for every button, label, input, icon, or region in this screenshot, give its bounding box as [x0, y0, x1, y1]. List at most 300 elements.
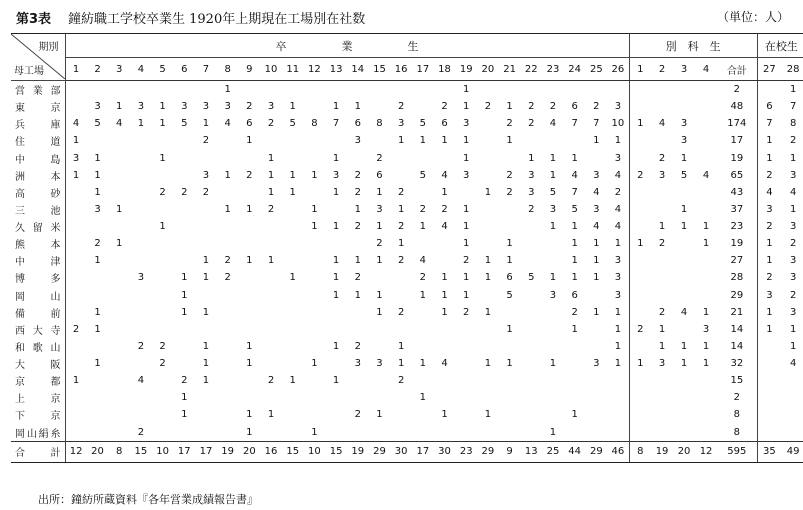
- graduate-count-cell: 2: [376, 152, 383, 164]
- graduate-count-cell: 2: [549, 101, 557, 113]
- special-count-cell: [629, 269, 651, 286]
- enrolled-count-cell: 1: [766, 306, 773, 318]
- graduate-count-cell: [130, 218, 152, 235]
- graduate-count-cell: [108, 81, 130, 99]
- graduate-count-cell: 1: [202, 358, 210, 370]
- table-row: [11, 98, 803, 115]
- table-row: [11, 321, 803, 338]
- graduate-count-cell: 2: [159, 340, 166, 352]
- graduate-count-cell: 1: [332, 375, 340, 387]
- graduate-count-cell: [520, 406, 542, 423]
- graduate-count-cell: [130, 81, 152, 99]
- graduate-count-cell: [564, 372, 586, 389]
- graduate-count-cell: 1: [289, 272, 296, 284]
- graduate-count-cell: [239, 150, 261, 167]
- graduate-count-cell: 1: [246, 203, 253, 215]
- special-count-cell: 1: [680, 358, 688, 370]
- graduate-count-cell: 2: [267, 118, 275, 130]
- graduate-count-cell: [65, 338, 87, 355]
- special-count-cell: [695, 287, 717, 304]
- graduate-count-cell: [304, 338, 326, 355]
- graduate-count-cell: [108, 150, 130, 167]
- graduate-count-cell: [542, 321, 564, 338]
- graduate-count-cell: 1: [484, 409, 492, 421]
- graduate-count-cell: 15: [282, 441, 304, 462]
- graduate-count-cell: 4: [593, 221, 600, 233]
- graduate-count-cell: [152, 235, 174, 252]
- special-count-cell: 3: [658, 358, 666, 370]
- graduate-count-cell: 25: [542, 441, 564, 462]
- graduate-count-cell: 4: [441, 221, 448, 233]
- graduate-count-cell: [152, 304, 174, 321]
- graduate-count-cell: 3: [607, 252, 629, 269]
- row-total-cell: 2: [717, 389, 757, 406]
- graduate-count-cell: [217, 132, 239, 149]
- row-total-cell: 17: [717, 132, 757, 149]
- graduate-count-cell: 6: [506, 272, 513, 284]
- graduate-count-cell: 2: [397, 221, 405, 233]
- factory-name: 住道: [11, 132, 65, 149]
- graduate-count-cell: [152, 132, 174, 149]
- graduate-count-cell: 2: [376, 238, 383, 250]
- graduate-count-cell: 1: [94, 323, 101, 335]
- special-count-cell: 3: [658, 169, 666, 181]
- graduate-count-cell: [173, 235, 195, 252]
- graduate-count-cell: 3: [593, 169, 600, 181]
- graduate-count-cell: 3: [549, 203, 557, 215]
- graduate-count-cell: 2: [419, 203, 427, 215]
- graduate-count-cell: [607, 389, 629, 406]
- graduate-count-cell: 20: [239, 441, 261, 462]
- graduate-count-cell: [347, 389, 369, 406]
- graduate-count-cell: [260, 321, 282, 338]
- row-total-cell: 14: [717, 338, 757, 355]
- graduate-count-cell: [260, 338, 282, 355]
- special-count-cell: [695, 201, 717, 218]
- special-count-cell: 1: [658, 221, 666, 233]
- graduate-count-cell: [542, 406, 564, 423]
- graduate-count-cell: [195, 218, 217, 235]
- graduate-count-cell: [282, 321, 304, 338]
- enrolled-count-cell: [781, 389, 803, 406]
- graduate-count-cell: 1: [463, 221, 470, 233]
- graduate-count-cell: 1: [72, 375, 80, 387]
- graduate-count-cell: [130, 287, 152, 304]
- graduate-count-cell: 1: [441, 272, 448, 284]
- graduate-count-cell: [564, 81, 586, 99]
- graduate-count-cell: 1: [376, 409, 383, 421]
- table-row: [11, 184, 803, 201]
- factory-name: 和歌山: [11, 338, 65, 355]
- graduate-count-cell: [412, 184, 434, 201]
- graduate-count-cell: 3: [267, 101, 275, 113]
- graduate-count-cell: 1: [419, 221, 427, 233]
- graduate-count-cell: [586, 424, 608, 442]
- graduate-count-cell: [412, 235, 434, 252]
- special-count-cell: [695, 81, 717, 99]
- graduate-count-cell: 8: [376, 118, 383, 130]
- special-count-cell: [651, 252, 673, 269]
- graduate-count-cell: [455, 389, 477, 406]
- special-count-cell: 3: [680, 135, 688, 147]
- graduate-count-cell: [152, 406, 174, 423]
- table-row: [11, 81, 803, 99]
- graduate-count-cell: 2: [246, 169, 253, 181]
- graduate-count-cell: [87, 372, 109, 389]
- row-total-cell: 174: [717, 115, 757, 132]
- special-count-cell: [673, 81, 695, 99]
- factory-name: 熊本: [11, 235, 65, 252]
- enrolled-count-cell: 3: [789, 306, 797, 318]
- table-title: 鐘紡職工学校卒業生 1920年上期現在工場別在社数: [68, 12, 366, 27]
- factory-name: 営業部: [11, 81, 65, 99]
- graduate-count-cell: [520, 372, 542, 389]
- graduate-count-cell: [152, 252, 174, 269]
- graduate-count-cell: [130, 304, 152, 321]
- graduate-count-cell: [239, 235, 261, 252]
- graduate-count-cell: [325, 235, 347, 252]
- graduate-period-header: 13: [325, 58, 347, 81]
- row-total-cell: 595: [717, 441, 757, 462]
- graduate-count-cell: [87, 406, 109, 423]
- graduate-count-cell: [586, 321, 608, 338]
- graduate-count-cell: [65, 98, 87, 115]
- graduate-count-cell: [477, 115, 499, 132]
- graduate-count-cell: 1: [159, 101, 166, 113]
- factory-name: 高砂: [11, 184, 65, 201]
- graduate-count-cell: [607, 406, 629, 423]
- special-count-cell: 2: [637, 323, 644, 335]
- graduate-count-cell: 1: [224, 169, 231, 181]
- graduate-count-cell: 1: [593, 238, 600, 250]
- source-note: 出所：鐘紡所蔵資料『各年営業成績報告書』: [38, 493, 258, 506]
- enrolled-count-cell: 35: [757, 441, 781, 462]
- graduate-count-cell: [412, 81, 434, 99]
- graduate-count-cell: 8: [108, 441, 130, 462]
- special-count-cell: [629, 372, 651, 389]
- table-row: [11, 269, 803, 286]
- graduate-count-cell: [520, 389, 542, 406]
- special-count-cell: [673, 406, 695, 423]
- graduate-count-cell: [173, 424, 195, 442]
- graduate-count-cell: [369, 81, 391, 99]
- factory-name: 三池: [11, 201, 65, 218]
- graduate-count-cell: 1: [593, 135, 600, 147]
- graduate-count-cell: 2: [224, 255, 231, 267]
- graduate-count-cell: 1: [94, 152, 101, 164]
- special-count-cell: [629, 98, 651, 115]
- graduate-count-cell: 1: [289, 101, 296, 113]
- graduate-count-cell: 1: [441, 135, 448, 147]
- graduate-count-cell: [455, 338, 477, 355]
- row-total-cell: 14: [717, 321, 757, 338]
- graduate-count-cell: 1: [246, 358, 253, 370]
- graduate-count-cell: [108, 406, 130, 423]
- graduate-count-cell: 2: [224, 272, 231, 284]
- special-count-cell: [695, 115, 717, 132]
- special-count-cell: [695, 98, 717, 115]
- special-count-cell: 8: [629, 441, 651, 462]
- special-count-cell: [651, 406, 673, 423]
- graduate-count-cell: [65, 389, 87, 406]
- graduate-count-cell: 6: [246, 118, 253, 130]
- special-count-cell: [629, 81, 651, 99]
- graduate-count-cell: [108, 252, 130, 269]
- graduate-count-cell: [282, 406, 304, 423]
- enrolled-count-cell: 8: [789, 118, 797, 130]
- graduate-count-cell: [108, 304, 130, 321]
- graduate-count-cell: [325, 81, 347, 99]
- graduate-count-cell: 1: [571, 221, 578, 233]
- graduate-count-cell: [282, 389, 304, 406]
- graduate-count-cell: [586, 287, 608, 304]
- graduate-count-cell: [369, 132, 391, 149]
- special-count-cell: [629, 252, 651, 269]
- graduate-count-cell: [390, 389, 412, 406]
- graduate-count-cell: 1: [332, 272, 340, 284]
- graduate-count-cell: [434, 424, 456, 442]
- graduate-count-cell: [304, 132, 326, 149]
- graduate-count-cell: [304, 389, 326, 406]
- graduate-count-cell: [347, 321, 369, 338]
- graduate-count-cell: 1: [246, 340, 253, 352]
- enrolled-count-cell: [757, 338, 781, 355]
- graduate-count-cell: [108, 269, 130, 286]
- graduate-count-cell: [369, 321, 391, 338]
- graduate-count-cell: [325, 355, 347, 372]
- graduate-period-header: 6: [173, 58, 195, 81]
- enrolled-count-cell: 1: [789, 340, 797, 352]
- special-count-cell: 4: [658, 118, 666, 130]
- special-count-cell: 1: [680, 152, 688, 164]
- graduate-count-cell: 1: [181, 272, 188, 284]
- graduate-count-cell: [108, 355, 130, 372]
- row-total-cell: 8: [717, 424, 757, 442]
- graduate-count-cell: 5: [181, 118, 188, 130]
- special-count-cell: [629, 218, 651, 235]
- special-count-cell: [695, 150, 717, 167]
- graduate-count-cell: 1: [463, 152, 470, 164]
- corner-header-cell: [11, 34, 65, 81]
- graduate-count-cell: 5: [419, 169, 427, 181]
- graduate-count-cell: [65, 81, 87, 99]
- graduate-count-cell: [586, 81, 608, 99]
- enrolled-count-cell: 1: [766, 135, 773, 147]
- enrolled-count-cell: 1: [789, 84, 797, 96]
- graduate-period-header: 10: [260, 58, 282, 81]
- enrolled-count-cell: 3: [789, 221, 797, 233]
- graduate-count-cell: [564, 132, 586, 149]
- graduate-count-cell: [239, 184, 261, 201]
- graduate-count-cell: 1: [506, 238, 513, 250]
- graduate-count-cell: 4: [441, 169, 448, 181]
- graduate-count-cell: [152, 81, 174, 99]
- graduate-count-cell: 1: [376, 306, 383, 318]
- special-count-cell: [673, 389, 695, 406]
- graduate-count-cell: 2: [528, 101, 535, 113]
- graduate-count-cell: [152, 321, 174, 338]
- graduate-count-cell: [173, 252, 195, 269]
- factory-name: 久留米: [11, 218, 65, 235]
- graduate-count-cell: [217, 321, 239, 338]
- graduate-count-cell: [217, 389, 239, 406]
- graduate-count-cell: [173, 321, 195, 338]
- graduate-count-cell: [217, 304, 239, 321]
- graduate-count-cell: 1: [549, 221, 557, 233]
- table-row: [11, 201, 803, 218]
- graduate-count-cell: 1: [419, 358, 427, 370]
- graduate-count-cell: [65, 218, 87, 235]
- graduate-count-cell: [325, 424, 347, 442]
- graduate-count-cell: 2: [463, 255, 470, 267]
- graduate-count-cell: 6: [571, 101, 578, 113]
- enrolled-count-cell: 2: [789, 238, 797, 250]
- graduate-period-header: 20: [477, 58, 499, 81]
- corner-factory-label: 母工場: [14, 66, 44, 77]
- graduate-count-cell: 20: [87, 441, 109, 462]
- factory-name: 岡山: [11, 287, 65, 304]
- enrolled-count-cell: 2: [766, 169, 773, 181]
- group-header-row: [11, 34, 803, 58]
- graduate-count-cell: [173, 201, 195, 218]
- graduate-count-cell: [542, 304, 564, 321]
- graduate-count-cell: 3: [94, 101, 101, 113]
- graduate-count-cell: 1: [94, 169, 101, 181]
- graduate-count-cell: [195, 81, 217, 99]
- graduate-count-cell: 1: [181, 392, 188, 404]
- graduate-count-cell: [130, 167, 152, 184]
- graduate-count-cell: 5: [94, 118, 101, 130]
- graduate-count-cell: [607, 372, 629, 389]
- graduate-count-cell: 2: [607, 184, 629, 201]
- graduate-count-cell: 3: [72, 152, 80, 164]
- graduate-count-cell: 7: [571, 118, 578, 130]
- graduate-count-cell: [304, 252, 326, 269]
- graduate-count-cell: 4: [72, 118, 80, 130]
- graduate-count-cell: 3: [376, 203, 383, 215]
- graduate-count-cell: 1: [311, 358, 318, 370]
- graduate-count-cell: 1: [94, 306, 101, 318]
- graduate-count-cell: 1: [441, 409, 448, 421]
- enrolled-count-cell: 49: [781, 441, 803, 462]
- table-row: [11, 115, 803, 132]
- graduate-count-cell: 1: [419, 392, 427, 404]
- graduate-period-header: 23: [542, 58, 564, 81]
- graduate-count-cell: [586, 372, 608, 389]
- graduate-count-cell: [108, 132, 130, 149]
- graduate-count-cell: 10: [304, 441, 326, 462]
- row-total-cell: 2: [717, 81, 757, 99]
- graduate-count-cell: [520, 81, 542, 99]
- graduate-count-cell: [260, 218, 282, 235]
- graduate-count-cell: [455, 355, 477, 372]
- special-count-cell: 4: [680, 306, 688, 318]
- graduate-count-cell: [195, 150, 217, 167]
- graduate-count-cell: [195, 406, 217, 423]
- special-count-cell: [629, 150, 651, 167]
- graduate-count-cell: 6: [354, 118, 361, 130]
- graduate-count-cell: [108, 184, 130, 201]
- row-total-cell: 28: [717, 269, 757, 286]
- graduate-count-cell: 2: [181, 186, 188, 198]
- graduate-count-cell: 1: [376, 186, 383, 198]
- enrolled-count-cell: [781, 372, 803, 389]
- table-row: [11, 150, 803, 167]
- graduate-count-cell: [325, 406, 347, 423]
- graduate-period-header: 3: [108, 58, 130, 81]
- graduate-count-cell: [390, 406, 412, 423]
- graduate-count-cell: [130, 406, 152, 423]
- special-count-cell: [673, 98, 695, 115]
- enrolled-count-cell: 1: [789, 323, 797, 335]
- graduate-count-cell: 1: [593, 306, 600, 318]
- row-total-cell: 29: [717, 287, 757, 304]
- graduate-count-cell: 2: [441, 203, 448, 215]
- factory-name: 大阪: [11, 355, 65, 372]
- graduate-count-cell: 5: [419, 118, 427, 130]
- graduate-count-cell: [477, 338, 499, 355]
- graduate-count-cell: 1: [506, 358, 513, 370]
- graduate-count-cell: [412, 406, 434, 423]
- graduate-count-cell: 1: [159, 118, 166, 130]
- graduate-count-cell: [87, 389, 109, 406]
- enrolled-count-cell: 1: [766, 255, 773, 267]
- graduate-count-cell: [239, 321, 261, 338]
- graduate-count-cell: 1: [202, 340, 210, 352]
- graduate-count-cell: [130, 150, 152, 167]
- graduate-count-cell: [173, 132, 195, 149]
- graduate-count-cell: 1: [332, 255, 340, 267]
- graduate-count-cell: 1: [463, 84, 470, 96]
- graduate-count-cell: [520, 218, 542, 235]
- graduate-count-cell: 1: [571, 409, 578, 421]
- graduate-count-cell: [455, 424, 477, 442]
- graduate-period-header: 24: [564, 58, 586, 81]
- factory-name: 西大寺: [11, 321, 65, 338]
- graduate-count-cell: [108, 372, 130, 389]
- graduate-count-cell: [564, 338, 586, 355]
- graduate-count-cell: 1: [463, 135, 470, 147]
- graduate-count-cell: [304, 150, 326, 167]
- graduate-count-cell: [542, 81, 564, 99]
- graduate-count-cell: [282, 235, 304, 252]
- graduate-count-cell: 1: [484, 186, 492, 198]
- graduate-count-cell: 2: [94, 238, 101, 250]
- graduate-count-cell: [412, 98, 434, 115]
- graduate-count-cell: [152, 287, 174, 304]
- graduate-count-cell: [586, 338, 608, 355]
- graduate-count-cell: [108, 389, 130, 406]
- graduate-count-cell: [434, 321, 456, 338]
- row-total-cell: 32: [717, 355, 757, 372]
- enrolled-count-cell: [757, 406, 781, 423]
- graduate-count-cell: 1: [332, 289, 340, 301]
- graduate-count-cell: 1: [506, 101, 513, 113]
- special-count-cell: [651, 132, 673, 149]
- graduate-count-cell: 4: [607, 201, 629, 218]
- enrolled-count-cell: 4: [789, 186, 797, 198]
- graduate-count-cell: [282, 424, 304, 442]
- graduate-count-cell: 2: [267, 375, 275, 387]
- graduate-count-cell: [282, 218, 304, 235]
- graduate-count-cell: [217, 338, 239, 355]
- graduate-count-cell: 1: [354, 101, 361, 113]
- graduate-count-cell: 19: [217, 441, 239, 462]
- graduate-count-cell: 5: [549, 186, 557, 198]
- row-total-cell: 27: [717, 252, 757, 269]
- graduate-count-cell: 1: [376, 289, 383, 301]
- graduate-count-cell: [390, 287, 412, 304]
